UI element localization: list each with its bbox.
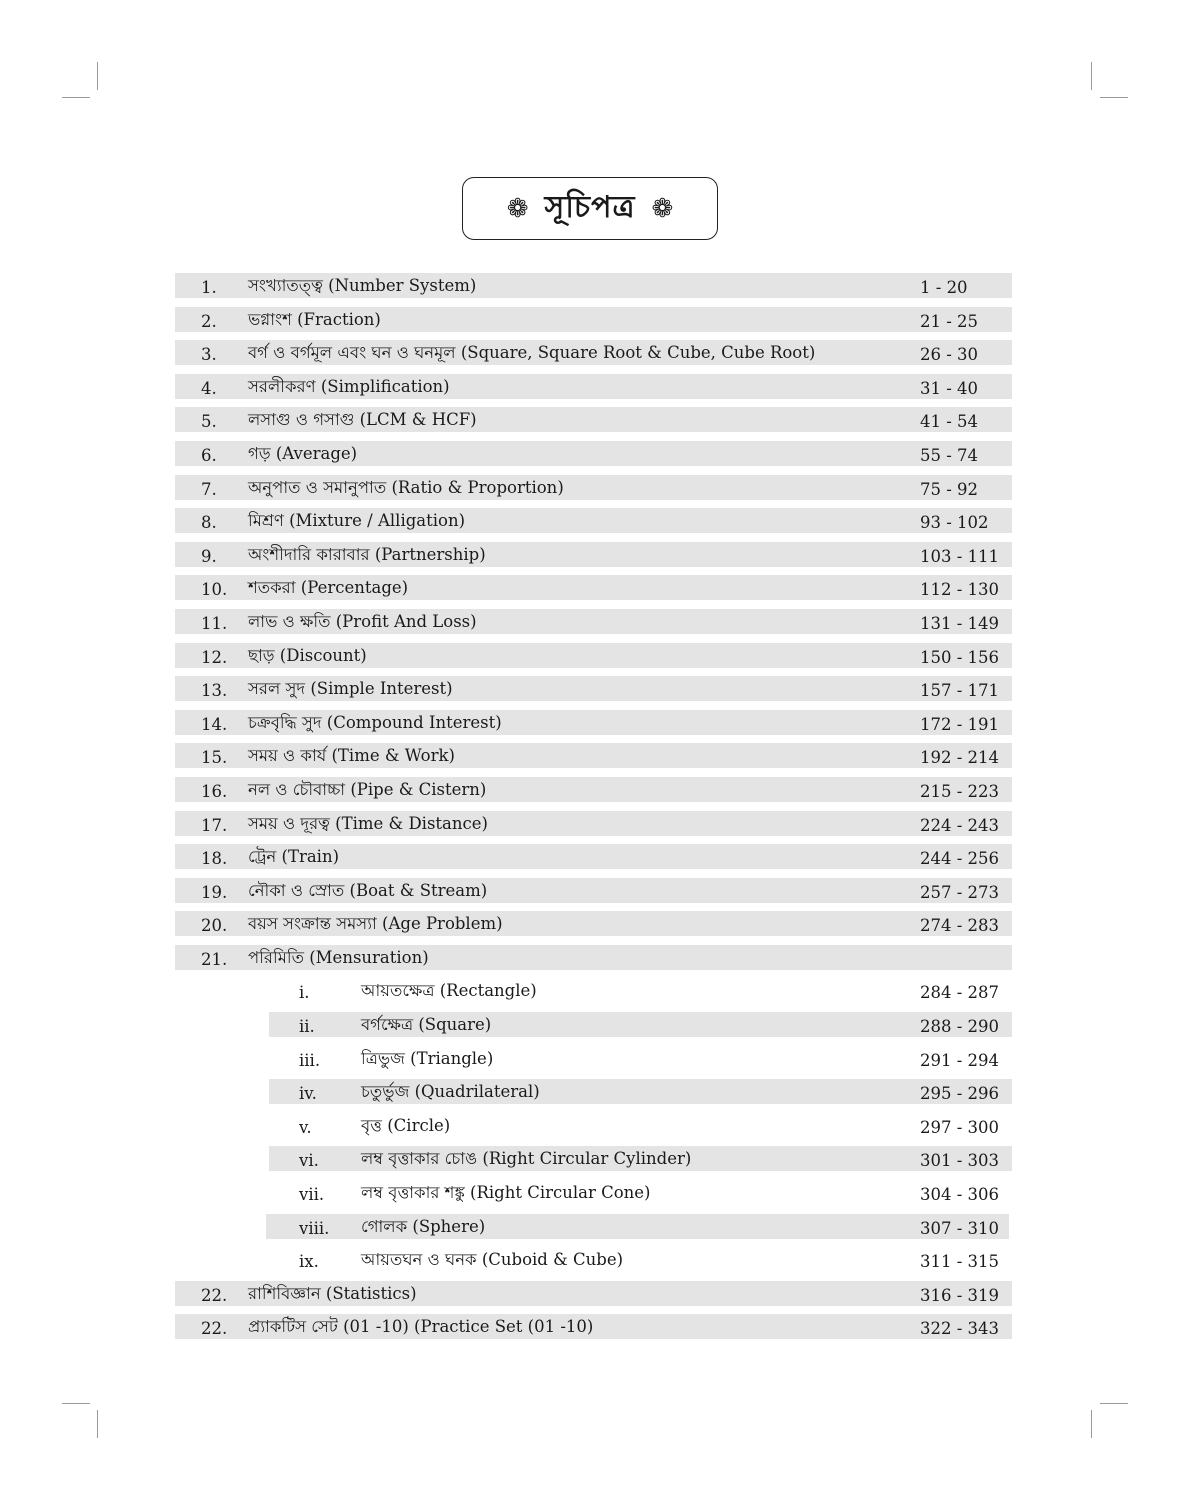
crop-mark: [97, 1410, 98, 1438]
chapter-title: পরিমিতি (Mensuration): [248, 947, 429, 967]
page-range: 215 - 223: [920, 781, 1000, 801]
chapter-title: নল ও চৌবাচ্চা (Pipe & Cistern): [248, 779, 487, 799]
chapter-number: 19.: [201, 882, 228, 902]
chapter-number: 18.: [201, 849, 228, 869]
toc-row[interactable]: [175, 844, 1012, 869]
crop-mark: [1091, 1410, 1092, 1438]
page-range: 322 - 343: [920, 1319, 1000, 1339]
crop-mark: [62, 1403, 90, 1404]
chapter-number: 1.: [201, 278, 217, 297]
toc-row[interactable]: [175, 441, 1012, 466]
toc-row[interactable]: [175, 273, 1012, 298]
chapter-number: 4.: [201, 378, 217, 398]
section-number: viii.: [299, 1218, 330, 1238]
section-title: আয়তক্ষেত্র (Rectangle): [361, 981, 537, 1001]
section-number: i.: [299, 983, 310, 1003]
chapter-number: 10.: [201, 580, 228, 600]
chapter-number: 2.: [201, 311, 217, 331]
crop-mark: [62, 97, 90, 98]
toc-subrow[interactable]: [175, 978, 1012, 1003]
chapter-title: প্র্যাকটিস সেট (01 -10) (Practice Set (01 -10): [248, 1317, 594, 1337]
chapter-number: 16.: [201, 781, 228, 801]
chapter-title: সময় ও কার্য (Time & Work): [248, 746, 455, 766]
page-range: 150 - 156: [920, 647, 1000, 667]
section-title: গোলক (Sphere): [361, 1216, 486, 1236]
toc-row[interactable]: [175, 911, 1012, 936]
chapter-number: 17.: [201, 815, 228, 835]
toc-row[interactable]: [175, 407, 1012, 432]
crop-mark: [1091, 62, 1092, 90]
toc-subrow[interactable]: [175, 1180, 1012, 1205]
section-title: লম্ব বৃত্তাকার শঙ্কু (Right Circular Cone): [361, 1183, 651, 1203]
page-range: 112 - 130: [920, 580, 1000, 600]
section-number: iii.: [299, 1050, 321, 1070]
page-range: 172 - 191: [920, 714, 1000, 734]
toc-subrow[interactable]: [175, 1046, 1012, 1071]
crop-mark: [97, 62, 98, 90]
chapter-title: সংখ্যাতত্ত্ব (Number System): [248, 276, 477, 295]
flower-ornament-icon: ❁: [506, 193, 529, 224]
chapter-title: বর্গ ও বর্গমূল এবং ঘন ও ঘনমূল (Square, Square Root & Cube, Cube Root): [248, 343, 816, 363]
toc-row[interactable]: [175, 945, 1012, 970]
section-number: vi.: [299, 1151, 319, 1171]
chapter-title: মিশ্রণ (Mixture / Alligation): [248, 511, 466, 531]
toc-subrow[interactable]: [175, 1079, 1012, 1104]
page-range: 41 - 54: [920, 412, 979, 432]
toc-row[interactable]: [175, 777, 1012, 802]
chapter-title: নৌকা ও স্রোত (Boat & Stream): [248, 880, 488, 900]
toc-subrow[interactable]: [175, 1113, 1012, 1138]
chapter-number: 8.: [201, 513, 217, 533]
page-range: 311 - 315: [920, 1252, 1000, 1272]
page-range: 75 - 92: [920, 479, 979, 499]
toc-row[interactable]: [175, 374, 1012, 399]
page-range: 21 - 25: [920, 311, 979, 331]
page-range: 291 - 294: [920, 1050, 1000, 1070]
chapter-number: 7.: [201, 479, 217, 499]
section-title: বৃত্ত (Circle): [361, 1115, 451, 1135]
chapter-title: সরল সুদ (Simple Interest): [248, 679, 453, 699]
chapter-number: 12.: [201, 647, 228, 667]
page-range: 131 - 149: [920, 613, 1000, 633]
chapter-number: 15.: [201, 748, 228, 768]
section-number: v.: [299, 1117, 312, 1137]
page-range: 307 - 310: [920, 1218, 1000, 1238]
chapter-title: চক্রবৃদ্ধি সুদ (Compound Interest): [248, 712, 502, 732]
flower-ornament-icon: ❁: [651, 193, 674, 224]
toc-row[interactable]: [175, 340, 1012, 365]
chapter-number: 21.: [201, 949, 228, 969]
section-number: ix.: [299, 1252, 319, 1272]
chapter-number: 3.: [201, 345, 217, 365]
section-title: লম্ব বৃত্তাকার চোঙ (Right Circular Cylinder): [361, 1149, 692, 1169]
page-range: 26 - 30: [920, 345, 979, 365]
toc-row[interactable]: [175, 508, 1012, 533]
page-range: 301 - 303: [920, 1151, 1000, 1171]
chapter-number: 20.: [201, 916, 228, 936]
chapter-number: 9.: [201, 546, 217, 566]
section-title: চতুর্ভুজ (Quadrilateral): [361, 1082, 540, 1102]
page-range: 244 - 256: [920, 849, 1000, 869]
chapter-number: 22.: [201, 1319, 228, 1339]
chapter-number: 14.: [201, 714, 228, 734]
toc-row[interactable]: [175, 878, 1012, 903]
section-title: বর্গক্ষেত্র (Square): [361, 1015, 492, 1035]
table-of-contents: [175, 273, 1012, 1348]
chapter-title: অংশীদারি কারাবার (Partnership): [248, 544, 486, 564]
section-title: আয়তঘন ও ঘনক (Cuboid & Cube): [361, 1250, 624, 1270]
chapter-number: 13.: [201, 681, 228, 701]
toc-row[interactable]: [175, 575, 1012, 600]
toc-subrow[interactable]: [175, 1247, 1012, 1272]
toc-row[interactable]: [175, 643, 1012, 668]
section-number: iv.: [299, 1084, 317, 1104]
crop-mark: [1100, 1403, 1128, 1404]
page-range: 31 - 40: [920, 378, 979, 398]
page-range: 295 - 296: [920, 1084, 1000, 1104]
toc-row[interactable]: [175, 743, 1012, 768]
toc-subrow[interactable]: [175, 1146, 1012, 1171]
page-range: 304 - 306: [920, 1185, 1000, 1205]
toc-row[interactable]: [175, 609, 1012, 634]
toc-row[interactable]: [175, 811, 1012, 836]
toc-row[interactable]: [175, 1314, 1012, 1339]
toc-row[interactable]: [175, 676, 1012, 701]
page-range: 55 - 74: [920, 445, 979, 465]
toc-row[interactable]: [175, 710, 1012, 735]
chapter-title: রাশিবিজ্ঞান (Statistics): [248, 1283, 417, 1303]
chapter-number: 11.: [201, 613, 228, 633]
chapter-title: গড় (Average): [248, 443, 358, 463]
toc-subrow[interactable]: [175, 1214, 1012, 1239]
page-title: সূচিপত্র: [544, 190, 636, 225]
section-number: ii.: [299, 1017, 315, 1037]
chapter-number: 6.: [201, 445, 217, 465]
page-range: 297 - 300: [920, 1117, 1000, 1137]
section-title: ত্রিভুজ (Triangle): [361, 1048, 494, 1068]
chapter-number: 5.: [201, 412, 217, 432]
chapter-title: সময় ও দূরত্ব (Time & Distance): [248, 813, 488, 833]
page-range: 157 - 171: [920, 681, 1000, 701]
crop-mark: [1100, 97, 1128, 98]
chapter-title: বয়স সংক্রান্ত সমস্যা (Age Problem): [248, 914, 503, 934]
page-range: 103 - 111: [920, 546, 1000, 566]
page-range: 288 - 290: [920, 1017, 1000, 1037]
chapter-title: শতকরা (Percentage): [248, 578, 409, 598]
page-range: 93 - 102: [920, 513, 989, 533]
page-range: 257 - 273: [920, 882, 1000, 902]
page-range: 1 - 20: [920, 278, 968, 297]
chapter-title: সরলীকরণ (Simplification): [248, 376, 450, 396]
page-range: 224 - 243: [920, 815, 1000, 835]
page-title-box: [462, 177, 718, 240]
chapter-title: অনুপাত ও সমানুপাত (Ratio & Proportion): [248, 477, 564, 497]
page-range: 316 - 319: [920, 1285, 1000, 1305]
toc-row[interactable]: [175, 307, 1012, 332]
toc-row[interactable]: [175, 475, 1012, 500]
chapter-title: লাভ ও ক্ষতি (Profit And Loss): [248, 611, 477, 631]
chapter-title: ছাড় (Discount): [248, 645, 367, 665]
chapter-title: ট্রেন (Train): [248, 847, 340, 867]
page-range: 284 - 287: [920, 983, 1000, 1003]
chapter-title: লসাগু ও গসাগু (LCM & HCF): [248, 410, 477, 430]
section-number: vii.: [299, 1185, 325, 1205]
toc-row[interactable]: [175, 542, 1012, 567]
chapter-title: ভগ্নাংশ (Fraction): [248, 309, 381, 329]
toc-subrow[interactable]: [175, 1012, 1012, 1037]
chapter-number: 22.: [201, 1285, 228, 1305]
toc-row[interactable]: [175, 1281, 1012, 1306]
page-range: 192 - 214: [920, 748, 1000, 768]
page-range: 274 - 283: [920, 916, 1000, 936]
